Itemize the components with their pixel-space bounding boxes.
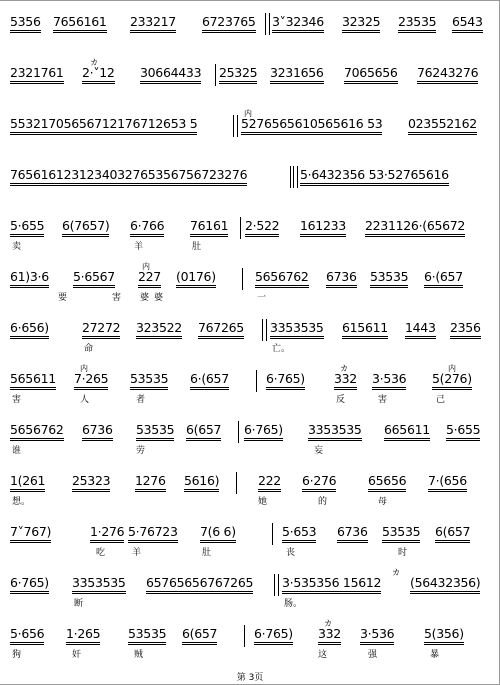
barline xyxy=(238,421,239,443)
note-group: 53535 xyxy=(370,269,409,284)
lyric: 丧 xyxy=(286,548,296,558)
lyric: 人 xyxy=(80,395,90,405)
inner-mark: 内 xyxy=(80,364,88,373)
page-number: 第 3页 xyxy=(236,673,264,683)
double-barline xyxy=(265,13,270,35)
note-group: 6·276 xyxy=(302,473,337,488)
lyric: 己 xyxy=(436,395,446,405)
lyric: 暴 xyxy=(430,650,440,660)
inner-mark: 内 xyxy=(142,262,150,271)
score-system-5 xyxy=(0,219,500,271)
lyric: 卖 xyxy=(12,242,22,252)
note-group: 7656161231234032765356756723276 xyxy=(10,167,248,182)
note-group: 332 xyxy=(318,626,341,641)
lyric: 时 xyxy=(398,548,408,558)
lyric: 亡。 xyxy=(272,344,291,354)
note-group: 5·656 xyxy=(10,626,45,641)
note-group: 323522 xyxy=(136,320,182,335)
note-group: 161233 xyxy=(300,218,346,233)
note-group: 55321705656712176712653 5 xyxy=(10,116,198,131)
note-group: 5356 xyxy=(10,14,41,29)
score-system-10 xyxy=(0,474,500,526)
score-system-4 xyxy=(0,168,500,220)
lyric: 她 xyxy=(258,497,268,507)
note-group: 3·536 xyxy=(372,371,407,386)
lyric: 奸 xyxy=(72,650,82,660)
lyric: 羊 xyxy=(132,548,142,558)
note-group: 6·765) xyxy=(244,422,283,437)
note-group: 6(657 xyxy=(186,422,222,437)
lyric: 吃 xyxy=(96,548,106,558)
note-group: 6543 xyxy=(452,14,483,29)
note-group: (56432356) xyxy=(410,575,481,590)
pluck-mark: カ xyxy=(90,58,98,67)
double-barline xyxy=(233,115,238,137)
pluck-mark: カ xyxy=(340,364,348,373)
note-group: 53535 xyxy=(382,524,421,539)
note-group: 1443 xyxy=(405,320,436,335)
note-group: 7˅767) xyxy=(10,524,52,539)
note-group: 6·766 xyxy=(130,218,165,233)
note-group: 5·6432356 53·52765616 xyxy=(300,167,449,182)
note-group: 6·(657 xyxy=(424,269,463,284)
note-group: 27272 xyxy=(82,320,121,335)
note-group: 6·765) xyxy=(254,626,293,641)
inner-mark: 内 xyxy=(244,109,252,118)
lyric: 婆 xyxy=(140,293,150,303)
barline xyxy=(256,370,257,392)
note-group: 1(261 xyxy=(10,473,46,488)
note-group: 7656161 xyxy=(53,14,107,29)
note-group: 3353535 xyxy=(270,320,324,335)
note-group: 5656762 xyxy=(10,422,64,437)
note-group: 1·276 xyxy=(90,524,125,539)
lyric: 羊 xyxy=(134,242,144,252)
note-group: 53535 xyxy=(136,422,175,437)
note-group: 615611 xyxy=(342,320,388,335)
lyric: 要 xyxy=(58,293,68,303)
note-group: 5276565610565616 53 xyxy=(241,116,383,131)
note-group: 1·265 xyxy=(66,626,101,641)
note-group: 2231126·(65672 xyxy=(365,218,466,233)
note-group: 023552162 xyxy=(408,116,477,131)
note-group: 25325 xyxy=(219,65,258,80)
barline xyxy=(240,217,241,239)
double-barline xyxy=(293,166,298,188)
note-group: 6·765) xyxy=(266,371,305,386)
note-group: 332 xyxy=(334,371,357,386)
note-group: 6(7657) xyxy=(62,218,110,233)
score-system-3 xyxy=(0,109,500,169)
barline xyxy=(215,64,216,86)
lyric: 命 xyxy=(84,344,94,354)
lyric: 母 xyxy=(378,497,388,507)
pluck-mark: カ xyxy=(392,568,400,577)
lyric: 害 xyxy=(378,395,388,405)
lyric: 肚 xyxy=(192,242,202,252)
lyric: 一 xyxy=(257,293,267,303)
note-group: 1276 xyxy=(135,473,166,488)
lyric: 肠。 xyxy=(284,599,303,609)
note-group: 2356 xyxy=(450,320,481,335)
barline xyxy=(244,625,245,647)
note-group: 5(276) xyxy=(432,371,472,386)
score-system-11 xyxy=(0,525,500,577)
note-group: 6736 xyxy=(326,269,357,284)
score-system-7 xyxy=(0,321,500,373)
note-group: 5(356) xyxy=(424,626,464,641)
lyric: 断 xyxy=(74,599,84,609)
note-group: 5·655 xyxy=(446,422,481,437)
score-system-6 xyxy=(0,262,500,322)
note-group: 5·6567 xyxy=(73,269,115,284)
note-group: 5616) xyxy=(184,473,220,488)
note-group: 2321761 xyxy=(10,65,64,80)
note-group: 3231656 xyxy=(270,65,324,80)
note-group: 7(6 6) xyxy=(200,524,236,539)
note-group: 6·765) xyxy=(10,575,49,590)
lyric: 肚 xyxy=(202,548,212,558)
lyric: 的 xyxy=(318,497,328,507)
note-group: 6723765 xyxy=(202,14,256,29)
lyric: 谁 xyxy=(12,446,22,456)
note-group: 23535 xyxy=(398,14,437,29)
note-group: 3˅32346 xyxy=(272,14,324,29)
lyric: 强 xyxy=(368,650,378,660)
note-group: 565611 xyxy=(10,371,56,386)
note-group: 6736 xyxy=(337,524,368,539)
pluck-mark: カ xyxy=(324,619,332,628)
lyric: 想。 xyxy=(12,497,31,507)
note-group: 7065656 xyxy=(344,65,398,80)
note-group: 76243276 xyxy=(417,65,479,80)
score-system-1 xyxy=(0,15,500,67)
lyric: 这 xyxy=(318,650,328,660)
lyric: 害 xyxy=(12,395,22,405)
note-group: 767265 xyxy=(198,320,244,335)
note-group: 5·76723 xyxy=(128,524,178,539)
note-group: 6736 xyxy=(82,422,113,437)
lyric: 劳 xyxy=(136,446,146,456)
score-system-9 xyxy=(0,423,500,475)
note-group: 7·(656 xyxy=(428,473,467,488)
note-group: 6·(657 xyxy=(190,371,229,386)
barline xyxy=(272,523,273,545)
lyric: 狗 xyxy=(12,650,22,660)
note-group: 53535 xyxy=(128,626,167,641)
note-group: 6(657 xyxy=(182,626,218,641)
score-system-8 xyxy=(0,364,500,424)
inner-mark: 内 xyxy=(448,364,456,373)
note-group: 53535 xyxy=(130,371,169,386)
note-group: 5·655 xyxy=(10,218,45,233)
lyric: 贼 xyxy=(134,650,144,660)
note-group: 5656762 xyxy=(255,269,309,284)
note-group: 6·656) xyxy=(10,320,49,335)
note-group: 30664433 xyxy=(140,65,202,80)
lyric: 害 xyxy=(112,293,122,303)
note-group: 665611 xyxy=(384,422,430,437)
note-group: 3353535 xyxy=(308,422,362,437)
note-group: 25323 xyxy=(72,473,111,488)
barline xyxy=(242,268,243,290)
note-group: 65656 xyxy=(368,473,407,488)
lyric: 婆 xyxy=(154,293,164,303)
note-group: 2·˅12 xyxy=(82,65,115,80)
score-system-12 xyxy=(0,568,500,628)
note-group: 32325 xyxy=(342,14,381,29)
note-group: 3·535356 15612 xyxy=(282,575,382,590)
note-group: 3353535 xyxy=(72,575,126,590)
barline xyxy=(236,472,237,494)
note-group: 61)3·6 xyxy=(10,269,49,284)
note-group: 76161 xyxy=(190,218,229,233)
double-barline xyxy=(274,574,279,596)
note-group: 2·522 xyxy=(245,218,280,233)
note-group: 227 xyxy=(138,269,161,284)
lyric: 妄 xyxy=(314,446,324,456)
note-group: 222 xyxy=(258,473,281,488)
note-group: 5·653 xyxy=(282,524,317,539)
note-group: (0176) xyxy=(176,269,216,284)
note-group: 6(657 xyxy=(435,524,471,539)
lyric: 反 xyxy=(336,395,346,405)
double-barline xyxy=(262,319,267,341)
note-group: 3·536 xyxy=(360,626,395,641)
lyric: 者 xyxy=(136,395,146,405)
note-group: 7·265 xyxy=(74,371,109,386)
barline xyxy=(290,166,291,188)
note-group: 65765656767265 xyxy=(146,575,254,590)
note-group: 233217 xyxy=(130,14,176,29)
